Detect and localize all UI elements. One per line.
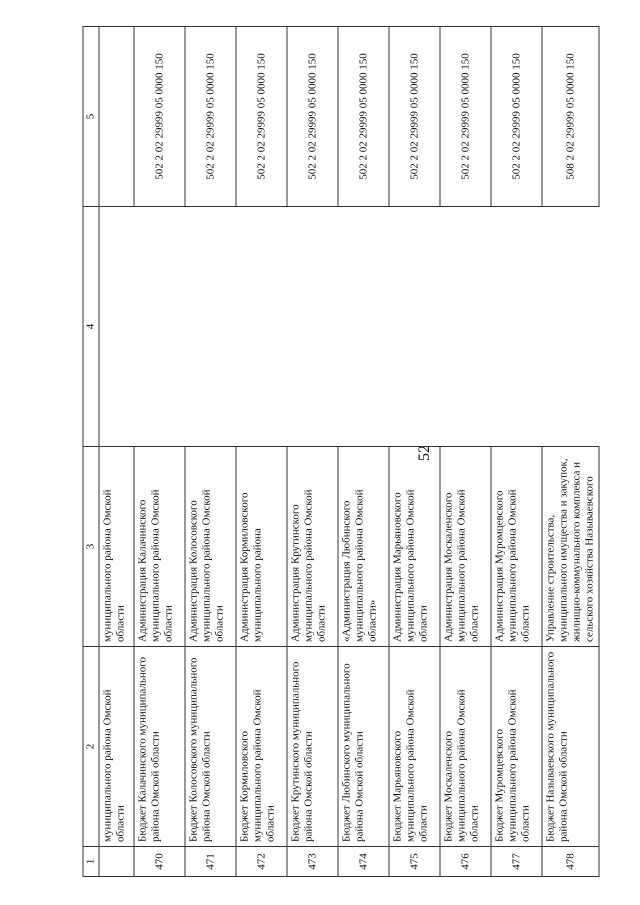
col4-cell (236, 207, 287, 447)
rotated-page (83, 27, 596, 877)
recipient-cell: Бюджет Муромцевского муниципального района Омской области (491, 647, 542, 847)
col4-cell (99, 207, 134, 447)
row-number: 475 (389, 847, 440, 877)
header-col-5: 5 (83, 27, 99, 207)
col4-cell (185, 207, 236, 447)
header-col-1: 1 (83, 847, 99, 877)
col4-cell (491, 207, 542, 447)
table-row (99, 27, 134, 877)
administrator-cell: муниципального района Омской области (99, 447, 134, 647)
table-row (185, 27, 236, 877)
recipient-cell: Бюджет Колосовского муниципального района Омской области (185, 647, 236, 847)
row-number: 476 (440, 847, 491, 877)
code-cell: 508 2 02 29999 05 0000 150 (542, 27, 599, 207)
page-number: 52 (416, 445, 433, 461)
code-cell (99, 27, 134, 207)
recipient-cell: Бюджет Москаленского муниципального района Омской области (440, 647, 491, 847)
recipient-cell: Бюджет Кормиловского муниципального района Омской области (236, 647, 287, 847)
header-col-4: 4 (83, 207, 99, 447)
col4-cell (542, 207, 599, 447)
col4-cell (287, 207, 338, 447)
administrator-cell: Администрация Колосовского муниципального района Омской области (185, 447, 236, 647)
col4-cell (440, 207, 491, 447)
col4-cell (338, 207, 389, 447)
table-row (338, 27, 389, 877)
code-cell: 502 2 02 29999 05 0000 150 (287, 27, 338, 207)
header-col-2: 2 (83, 647, 99, 847)
administrator-cell: Администрация Марьяновского муниципального района Омской области (389, 447, 440, 647)
row-number: 477 (491, 847, 542, 877)
table-row (134, 27, 185, 877)
table-row (440, 27, 491, 877)
header-col-3: 3 (83, 447, 99, 647)
budget-table (83, 26, 600, 877)
col4-cell (389, 207, 440, 447)
administrator-cell: Администрация Москаленского муниципального района Омской области (440, 447, 491, 647)
row-number (99, 847, 134, 877)
table-row (287, 27, 338, 877)
row-number: 478 (542, 847, 599, 877)
code-cell: 502 2 02 29999 05 0000 150 (185, 27, 236, 207)
header-row (83, 27, 99, 877)
table-row (491, 27, 542, 877)
row-number: 473 (287, 847, 338, 877)
recipient-cell: Бюджет Марьяновского муниципального района Омской области (389, 647, 440, 847)
administrator-cell: Администрация Кормиловского муниципального района (236, 447, 287, 647)
recipient-cell: Бюджет Называевского муниципального района Омской области (542, 647, 599, 847)
code-cell: 502 2 02 29999 05 0000 150 (338, 27, 389, 207)
recipient-cell: Бюджет Любинского муниципального района Омской области (338, 647, 389, 847)
administrator-cell: «Администрация Любинского муниципального района Омской области» (338, 447, 389, 647)
row-number: 470 (134, 847, 185, 877)
administrator-cell: Администрация Крутинского муниципального района Омской области (287, 447, 338, 647)
code-cell: 502 2 02 29999 05 0000 150 (134, 27, 185, 207)
table-row (542, 27, 599, 877)
recipient-cell: муниципального района Омской области (99, 647, 134, 847)
administrator-cell: Администрация Калачинского муниципального района Омской области (134, 447, 185, 647)
col4-cell (134, 207, 185, 447)
row-number: 472 (236, 847, 287, 877)
code-cell: 502 2 02 29999 05 0000 150 (236, 27, 287, 207)
administrator-cell: Администрация Муромцевского муниципального района Омской области (491, 447, 542, 647)
recipient-cell: Бюджет Крутинского муниципального района Омской области (287, 647, 338, 847)
row-number: 474 (338, 847, 389, 877)
table-row (236, 27, 287, 877)
code-cell: 502 2 02 29999 05 0000 150 (389, 27, 440, 207)
recipient-cell: Бюджет Калачинского муниципального района Омской области (134, 647, 185, 847)
table-row (389, 27, 440, 877)
code-cell: 502 2 02 29999 05 0000 150 (491, 27, 542, 207)
administrator-cell: Управление строительства, муниципального имущества и закупок, жилищно-коммунального комплекса и сельского хозяйства Называевского (542, 447, 599, 647)
row-number: 471 (185, 847, 236, 877)
code-cell: 502 2 02 29999 05 0000 150 (440, 27, 491, 207)
